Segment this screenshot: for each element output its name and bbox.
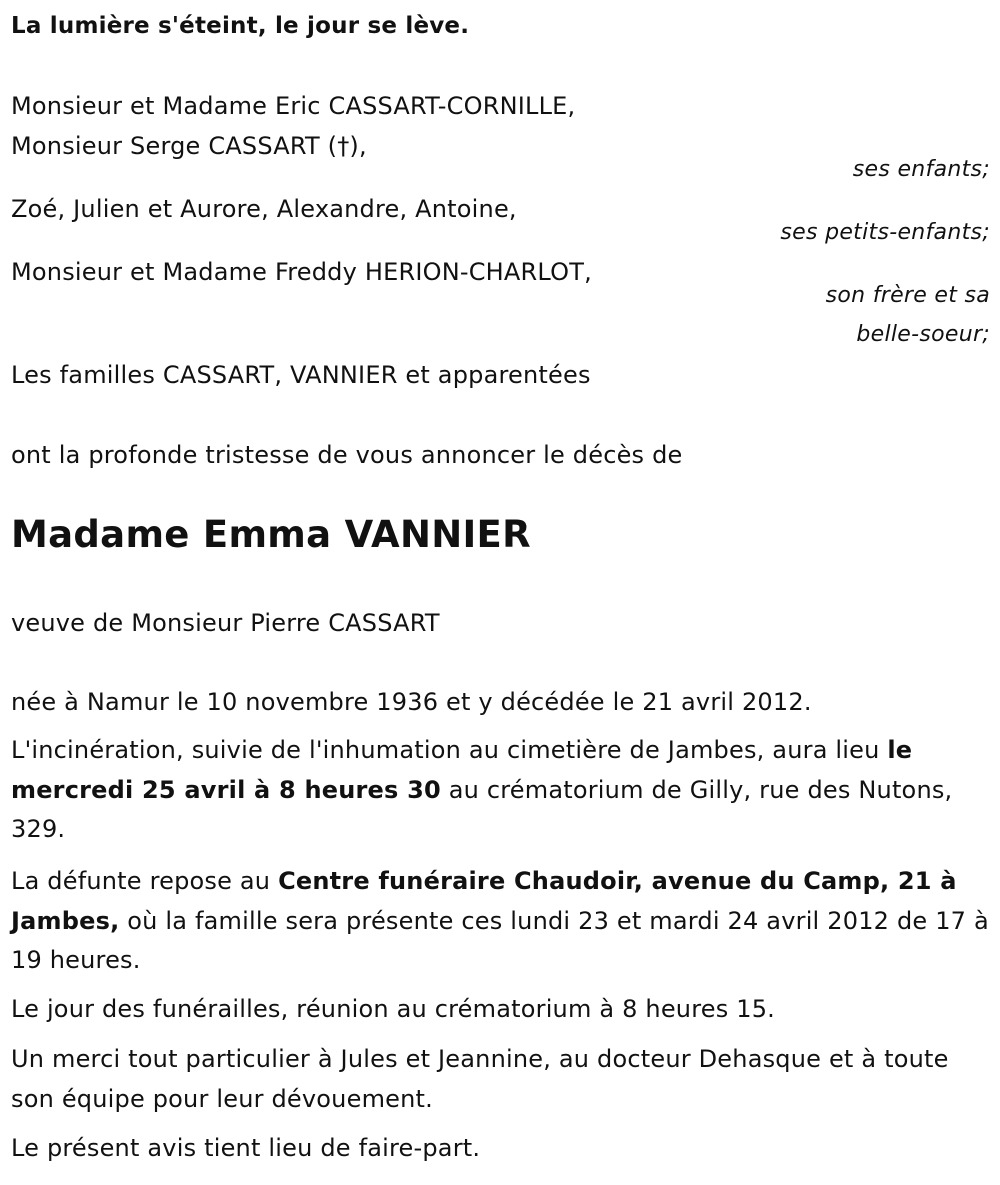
grandchildren-role: ses petits-enfants; bbox=[780, 220, 990, 245]
families-line: Les familles CASSART, VANNIER et apparentées bbox=[11, 361, 591, 389]
notice-paragraph: Le présent avis tient lieu de faire-part. bbox=[11, 1134, 481, 1162]
siblings-role-2: belle-soeur; bbox=[856, 322, 990, 347]
grandchildren-line: Zoé, Julien et Aurore, Alexandre, Antoine, bbox=[11, 195, 517, 223]
tagline: La lumière s'éteint, le jour se lève. bbox=[11, 13, 470, 39]
widow-of: veuve de Monsieur Pierre CASSART bbox=[11, 609, 440, 637]
ceremony-date: le mercredi 25 avril à 8 heures 30 bbox=[11, 736, 913, 804]
repose-location: Centre funéraire Chaudoir, avenue du Camp, 21 à Jambes, bbox=[11, 867, 957, 935]
siblings-line: Monsieur et Madame Freddy HERION-CHARLOT, bbox=[11, 258, 592, 286]
gathering-paragraph: Le jour des funérailles, réunion au crématorium à 8 heures 15. bbox=[11, 995, 776, 1023]
children-role: ses enfants; bbox=[852, 157, 990, 182]
birth-death: née à Namur le 10 novembre 1936 et y décédée le 21 avril 2012. bbox=[11, 688, 812, 716]
siblings-role-1: son frère et sa bbox=[825, 283, 990, 308]
ceremony-location: au crématorium de Gilly, rue des Nutons, 329. bbox=[11, 775, 953, 843]
deceased-name: Madame Emma VANNIER bbox=[11, 513, 531, 556]
announcement-intro: ont la profonde tristesse de vous annoncer le décès de bbox=[11, 441, 683, 469]
children-line-1: Monsieur et Madame Eric CASSART-CORNILLE, bbox=[11, 92, 576, 120]
repose-paragraph bbox=[11, 862, 991, 981]
thanks-paragraph: Un merci tout particulier à Jules et Jeannine, au docteur Dehasque et à toute son équipe pour leur dévouement. bbox=[11, 1045, 949, 1113]
children-line-2: Monsieur Serge CASSART (†), bbox=[11, 132, 367, 160]
repose-text: La défunte repose au bbox=[11, 867, 279, 895]
ceremony-paragraph bbox=[11, 731, 991, 850]
repose-hours: où la famille sera présente ces lundi 23 et mardi 24 avril 2012 de 17 à 19 heures. bbox=[11, 906, 989, 974]
ceremony-text: L'incinération, suivie de l'inhumation au cimetière de Jambes, aura lieu bbox=[11, 736, 888, 764]
